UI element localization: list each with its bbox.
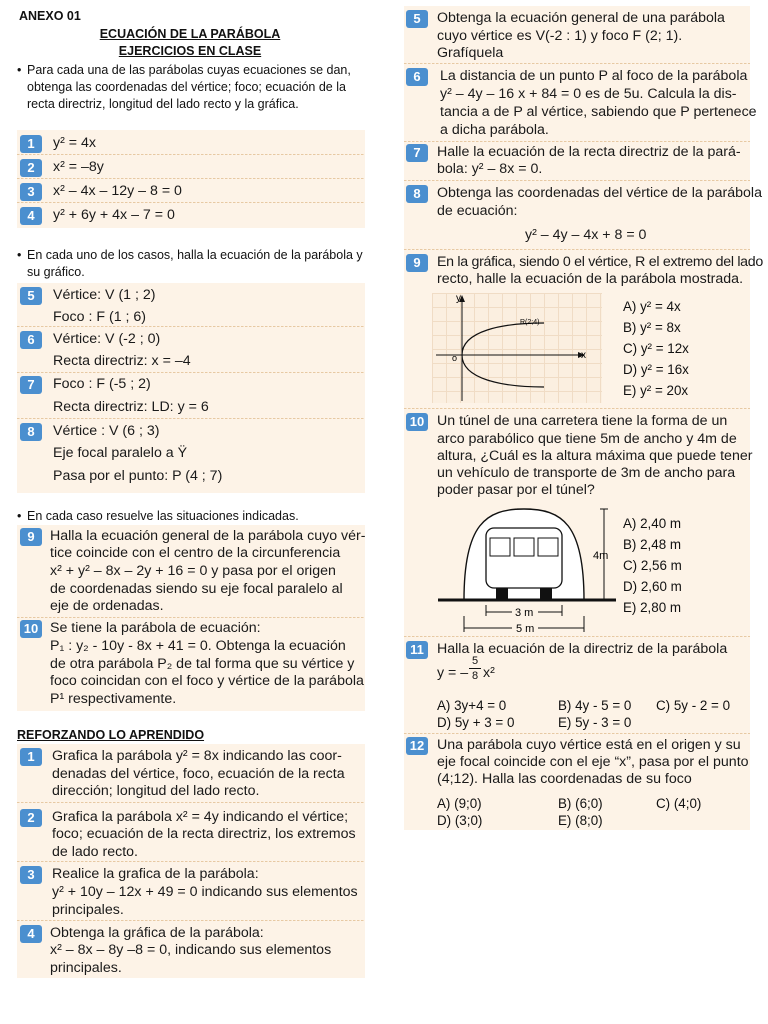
vehicle-window bbox=[490, 538, 510, 556]
bullet-1: • bbox=[17, 63, 22, 77]
r12-option-c: C) (4;0) bbox=[656, 796, 702, 811]
r10-tunnel-figure bbox=[436, 504, 618, 634]
r11-option-b: B) 4y - 5 = 0 bbox=[558, 698, 632, 713]
r5-line-2: cuyo vértice es V(-2 : 1) y foco F (2; 1). bbox=[437, 28, 683, 44]
exercise-number: 11 bbox=[406, 641, 428, 659]
exercise-number: 7 bbox=[20, 376, 42, 394]
r9-line-1: En la gráfica, siendo 0 el vértice, R el extremo del lado bbox=[437, 254, 763, 270]
r7-line-2: bola: y² – 8x = 0. bbox=[437, 161, 543, 177]
exercise-10-line-3: de otra parábola P₂ de tal forma que su vértice y bbox=[50, 656, 355, 672]
exercise-number: 7 bbox=[406, 144, 428, 162]
reinforce-4-line-1: Obtenga la gráfica de la parábola: bbox=[50, 925, 264, 941]
bullet-2: • bbox=[17, 248, 22, 262]
r6-line-3: tancia a de P al vértice, sabiendo que P pertenece bbox=[440, 104, 757, 120]
equation-3: x² – 4x – 12y – 8 = 0 bbox=[53, 183, 182, 199]
reinforce-3-line-3: principales. bbox=[52, 902, 124, 918]
inner-width-label: 3 m bbox=[515, 607, 534, 619]
r11-option-e: E) 5y - 3 = 0 bbox=[558, 715, 632, 730]
r10-line-4: un vehículo de transporte de 3m de ancho para bbox=[437, 465, 736, 481]
exercise-number: 4 bbox=[20, 925, 42, 943]
r10-option-b: B) 2,48 m bbox=[623, 537, 682, 552]
reinforce-4-line-3: principales. bbox=[50, 960, 122, 976]
r12-option-d: D) (3;0) bbox=[437, 813, 483, 828]
reinforce-3-line-1: Realice la grafica de la parábola: bbox=[52, 866, 259, 882]
exercise-number: 5 bbox=[20, 287, 42, 305]
r11-fraction-denominator: 8 bbox=[471, 670, 479, 682]
r9-parabola-graph bbox=[432, 293, 602, 403]
exercise-number: 10 bbox=[406, 413, 428, 431]
r10-option-a: A) 2,40 m bbox=[623, 516, 682, 531]
vehicle-window bbox=[538, 538, 558, 556]
focal-axis-8: Eje focal paralelo a Ÿ bbox=[53, 445, 188, 461]
exercise-10-line-4: foco coincidan con el foco y vértice de la parábola bbox=[50, 673, 364, 689]
r9-line-2: recto, halle la ecuación de la parábola mostrada. bbox=[437, 271, 744, 287]
exercise-number: 2 bbox=[20, 159, 42, 177]
r10-line-5: poder pasar por el túnel? bbox=[437, 482, 595, 498]
reinforce-2-line-1: Grafica la parábola x² = 4y indicando el vértice; bbox=[52, 809, 349, 825]
exercise-number: 4 bbox=[20, 207, 42, 225]
exercise-number: 5 bbox=[406, 10, 428, 28]
exercise-number: 3 bbox=[20, 866, 42, 884]
vehicle-wheel bbox=[496, 588, 508, 600]
reinforce-1-line-1: Grafica la parábola y² = 8x indicando las coor- bbox=[52, 748, 342, 764]
exercise-number: 10 bbox=[20, 620, 42, 638]
reinforce-4-line-2: x² – 8x – 8y –8 = 0, indicando sus elementos bbox=[50, 942, 332, 958]
r11-fraction-numerator: 5 bbox=[471, 655, 479, 667]
r12-line-3: (4;12). Halla las coordenadas de su foco bbox=[437, 771, 692, 787]
r9-option-a: A) y² = 4x bbox=[623, 299, 681, 314]
point-r-label: R(2;4) bbox=[520, 319, 540, 326]
exercise-10-line-5: P¹ respectivamente. bbox=[50, 691, 177, 707]
directrix-6: Recta directriz: x = –4 bbox=[53, 353, 191, 369]
r12-option-e: E) (8;0) bbox=[558, 813, 603, 828]
r12-option-a: A) (9;0) bbox=[437, 796, 482, 811]
exercise-number: 12 bbox=[406, 737, 428, 755]
intro-1-text: Para cada una de las parábolas cuyas ecuaciones se dan, obtenga las coordenadas del vértice; foco; ecuación de la recta directriz, longitud del lado recto y la gráfica. bbox=[27, 63, 351, 111]
exercise-9-line-4: de coordenadas siendo su eje focal paralelo al bbox=[50, 581, 343, 597]
r9-option-b: B) y² = 8x bbox=[623, 320, 681, 335]
reinforce-2-line-2: foco; ecuación de la recta directriz, los extremos bbox=[52, 826, 356, 842]
r6-line-2: y² – 4y – 16 x + 84 = 0 es de 5u. Calcula la dis- bbox=[440, 86, 737, 102]
outer-width-label: 5 m bbox=[516, 623, 535, 634]
focus-7: Foco : F (-5 ; 2) bbox=[53, 376, 151, 392]
reinforce-2-line-3: de lado recto. bbox=[52, 844, 138, 860]
annex-label: ANEXO 01 bbox=[19, 9, 81, 23]
vehicle-body bbox=[486, 528, 562, 588]
r10-line-3: altura, ¿Cuál es la altura máxima que puede tener bbox=[437, 448, 753, 464]
vehicle-window bbox=[514, 538, 534, 556]
r9-option-d: D) y² = 16x bbox=[623, 362, 689, 377]
r9-option-e: E) y² = 20x bbox=[623, 383, 689, 398]
r9-option-c: C) y² = 12x bbox=[623, 341, 689, 356]
r12-option-b: B) (6;0) bbox=[558, 796, 603, 811]
r10-line-2: arco parabólico que tiene 5m de ancho y 4m de bbox=[437, 431, 737, 447]
r10-option-d: D) 2,60 m bbox=[623, 579, 682, 594]
height-label: 4m bbox=[593, 550, 609, 562]
r11-line-1: Halla la ecuación de la directriz de la parábola bbox=[437, 641, 728, 657]
origin-label: o bbox=[452, 353, 458, 363]
reinforce-3-line-2: y² + 10y – 12x + 49 = 0 indicando sus elementos bbox=[52, 884, 358, 900]
r11-option-c: C) 5y - 2 = 0 bbox=[656, 698, 731, 713]
focus-5: Foco : F (1 ; 6) bbox=[53, 309, 147, 325]
r10-option-e: E) 2,80 m bbox=[623, 600, 682, 615]
intro-2-text: En cada uno de los casos, halla la ecuación de la parábola y su gráfico. bbox=[27, 248, 363, 279]
r10-option-c: C) 2,56 m bbox=[623, 558, 682, 573]
reinforce-1-line-2: denadas del vértice, foco, ecuación de la recta bbox=[52, 766, 345, 782]
exercise-10-line-1: Se tiene la parábola de ecuación: bbox=[50, 620, 261, 636]
exercise-number: 8 bbox=[20, 423, 42, 441]
exercise-number: 8 bbox=[406, 185, 428, 203]
vehicle-wheel bbox=[540, 588, 552, 600]
exercise-number: 6 bbox=[20, 331, 42, 349]
r10-line-1: Un túnel de una carretera tiene la forma de un bbox=[437, 413, 728, 429]
reinforce-title: REFORZANDO LO APRENDIDO bbox=[17, 728, 205, 742]
r11-option-d: D) 5y + 3 = 0 bbox=[437, 715, 515, 730]
directrix-7: Recta directriz: LD: y = 6 bbox=[53, 399, 209, 415]
page-subtitle: EJERCICIOS EN CLASE bbox=[118, 44, 262, 58]
r7-line-1: Halle la ecuación de la recta directriz de la pará- bbox=[437, 144, 741, 160]
exercise-number: 3 bbox=[20, 183, 42, 201]
r11-eq-suffix: x² bbox=[483, 665, 495, 681]
exercise-number: 9 bbox=[406, 254, 428, 272]
r5-line-1: Obtenga la ecuación general de una parábola bbox=[437, 10, 725, 26]
exercise-number: 1 bbox=[20, 135, 42, 153]
equation-1: y² = 4x bbox=[53, 135, 96, 151]
vertex-6: Vértice: V (-2 ; 0) bbox=[53, 331, 161, 347]
exercise-number: 1 bbox=[20, 748, 42, 766]
y-axis-label: y bbox=[456, 293, 461, 304]
exercise-9-line-2: tice coincide con el centro de la circunferencia bbox=[50, 545, 341, 561]
exercise-10-line-2: P₁ : y₂ - 10y - 8x + 41 = 0. Obtenga la ecuación bbox=[50, 638, 346, 654]
r5-line-3: Grafíquela bbox=[437, 45, 504, 61]
vertex-5: Vértice: V (1 ; 2) bbox=[53, 287, 156, 303]
x-axis-label: x bbox=[581, 350, 586, 361]
exercise-number: 9 bbox=[20, 528, 42, 546]
r11-eq-prefix: y = – bbox=[437, 665, 469, 681]
exercise-9-line-3: x² + y² – 8x – 2y + 16 = 0 y pasa por el origen bbox=[50, 563, 336, 579]
intro-3-text: En cada caso resuelve las situaciones indicadas. bbox=[27, 509, 299, 523]
reinforce-1-line-3: dirección; longitud del lado recto. bbox=[52, 783, 260, 799]
r8-equation: y² – 4y – 4x + 8 = 0 bbox=[525, 227, 647, 243]
equation-2: x² = –8y bbox=[53, 159, 104, 175]
r8-line-1: Obtenga las coordenadas del vértice de la parábola bbox=[437, 185, 762, 201]
exercise-number: 2 bbox=[20, 809, 42, 827]
r11-fraction-bar bbox=[469, 668, 481, 669]
exercise-number: 6 bbox=[406, 68, 428, 86]
equation-4: y² + 6y + 4x – 7 = 0 bbox=[53, 207, 175, 223]
r6-line-4: a dicha parábola. bbox=[440, 122, 549, 138]
exercise-9-line-1: Halla la ecuación general de la parábola cuyo vér- bbox=[50, 528, 366, 544]
page-title: ECUACIÓN DE LA PARÁBOLA bbox=[99, 27, 281, 41]
exercise-9-line-5: eje de ordenadas. bbox=[50, 598, 164, 614]
r11-option-a: A) 3y+4 = 0 bbox=[437, 698, 507, 713]
bullet-3: • bbox=[17, 509, 22, 523]
r12-line-1: Una parábola cuyo vértice está en el origen y su bbox=[437, 737, 741, 753]
vertex-8: Vértice : V (6 ; 3) bbox=[53, 423, 160, 439]
r6-line-1: La distancia de un punto P al foco de la parábola bbox=[440, 68, 748, 84]
point-8: Pasa por el punto: P (4 ; 7) bbox=[53, 468, 223, 484]
r8-line-2: de ecuación: bbox=[437, 203, 518, 219]
r12-line-2: eje focal coincide con el eje “x”, pasa por el punto bbox=[437, 754, 749, 770]
